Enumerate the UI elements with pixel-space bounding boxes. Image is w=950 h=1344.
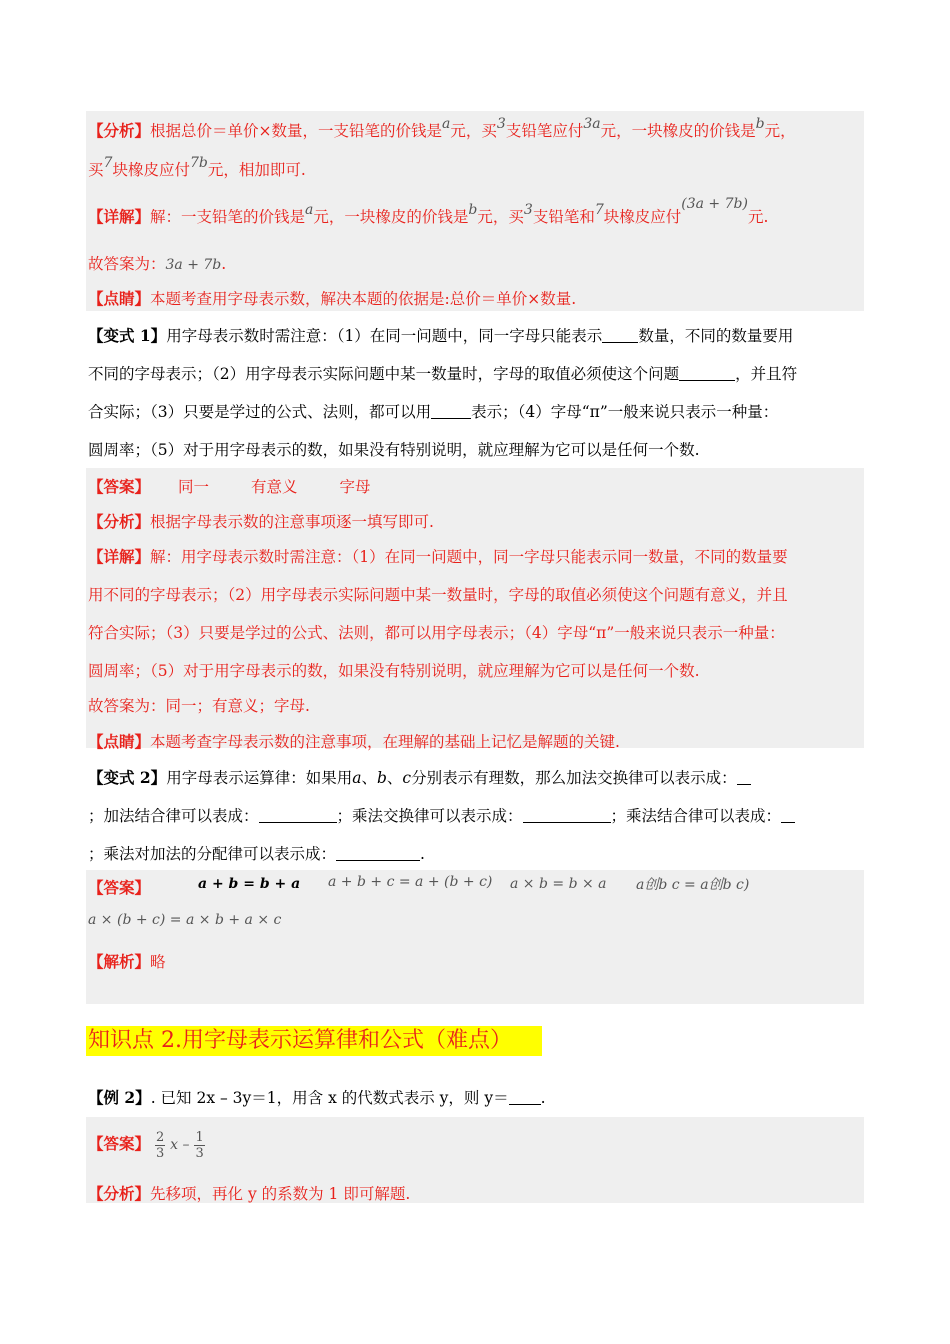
answer-math-1: a + b = b + a — [198, 876, 301, 892]
variant2-line-3: ；乘法对加法的分配律可以表示成： . — [88, 845, 425, 863]
variant1-line-2: 不同的字母表示；（2）用字母表示实际问题中某一数量时，字母的取值必须使这个问题 ，并且符 — [88, 365, 798, 383]
answer-math-4: a创b c = a创b c) — [636, 877, 750, 893]
analysis-line-3: 【分析】根据字母表示数的注意事项逐一填写即可. — [88, 512, 434, 531]
variant2-line-2: ；加法结合律可以表成： ；乘法交换律可以表示成： ；乘法结合律可以表成： — [88, 804, 795, 826]
answer-math-2: a + b + c = a + (b + c) — [328, 874, 493, 890]
analysis-line-1: 【分析】根据总价＝单价×数量，一支铅笔的价钱是a元，买3支铅笔应付3a元，一块橡皮的价钱是b元， — [88, 116, 796, 140]
jiexi-line: 【解析】略 — [88, 952, 166, 971]
blank-3[interactable] — [431, 404, 471, 419]
variant1-line-1: 【变式 1】用字母表示数时需注意：（1）在同一问题中，同一字母只能表示 数量，不同的数量要用 — [88, 326, 794, 345]
comment-line-2: 【点睛】本题考查字母表示数的注意事项，在理解的基础上记忆是解题的关键. — [88, 732, 620, 751]
detail-line-5: 圆周率；（5）对于用字母表示的数，如果没有特别说明，就应理解为它可以是任何一个数. — [88, 662, 700, 680]
answer-line-1: 故答案为：3a + 7b. — [88, 255, 227, 273]
blank-2[interactable] — [679, 366, 735, 381]
blank-1[interactable] — [602, 328, 638, 343]
section-heading: 知识点 2.用字母表示运算律和公式（难点） — [86, 1026, 542, 1056]
blank-4[interactable] — [737, 770, 751, 785]
variant1-line-4: 圆周率；（5）对于用字母表示的数，如果没有特别说明，就应理解为它可以是任何一个数. — [88, 441, 700, 459]
variant2-line-1: 【变式 2】用字母表示运算律：如果用a、b、c分别表示有理数，那么加法交换律可以表示成： — [88, 766, 751, 788]
analysis-line-2: 买7块橡皮应付7b元，相加即可. — [88, 155, 306, 179]
answer-line-2: 【答案】 同一 有意义 字母 — [88, 477, 371, 496]
answer-math-3: a × b = b × a — [510, 876, 607, 892]
detail-line-2: 【详解】解：用字母表示数时需注意：（1）在同一问题中，同一字母只能表示同一数量，不同的数量要 — [88, 547, 788, 566]
blank-7[interactable] — [781, 808, 795, 823]
detail-line-1: 【详解】解：一支铅笔的价钱是a元，一块橡皮的价钱是b元，买3支铅笔和7块橡皮应付(3a + 7b)元. — [88, 196, 769, 226]
detail-line-4: 符合实际；（3）只要是学过的公式、法则，都可以用字母表示；（4）字母“π”一般来说只表示一种量： — [88, 624, 785, 642]
detail-line-3: 用不同的字母表示；（2）用字母表示实际问题中某一数量时，字母的取值必须使这个问题有意义，并且 — [88, 586, 788, 604]
analysis-line-4: 【分析】先移项，再化 y 的系数为 1 即可解题. — [88, 1184, 411, 1203]
example2-line: 【例 2】. 已知 2x – 3y＝1，用含 x 的代数式表示 y，则 y＝ . — [88, 1088, 546, 1107]
final-answer-2: 故答案为：同一；有意义；字母. — [88, 697, 310, 715]
blank-6[interactable] — [523, 808, 611, 823]
blank-9[interactable] — [509, 1090, 541, 1105]
fraction-two-thirds: $\frac{2}{3}$ — [155, 1129, 165, 1161]
answer-line-4: 【答案】 $\frac{2}{3}$ x – $\frac{1}{3}$ — [88, 1129, 204, 1161]
variant1-line-3: 合实际；（3）只要是学过的公式、法则，都可以用 表示；（4）字母“π”一般来说只表示一种量： — [88, 403, 779, 421]
blank-8[interactable] — [336, 846, 420, 861]
fraction-one-third: $\frac{1}{3}$ — [195, 1129, 204, 1161]
blank-5[interactable] — [259, 808, 337, 823]
comment-line-1: 【点睛】本题考查用字母表示数，解决本题的依据是:总价＝单价×数量. — [88, 289, 577, 308]
answer-line-3: 【答案】 — [88, 878, 151, 897]
answer-math-5: a × (b + c) = a × b + a × c — [88, 912, 282, 928]
